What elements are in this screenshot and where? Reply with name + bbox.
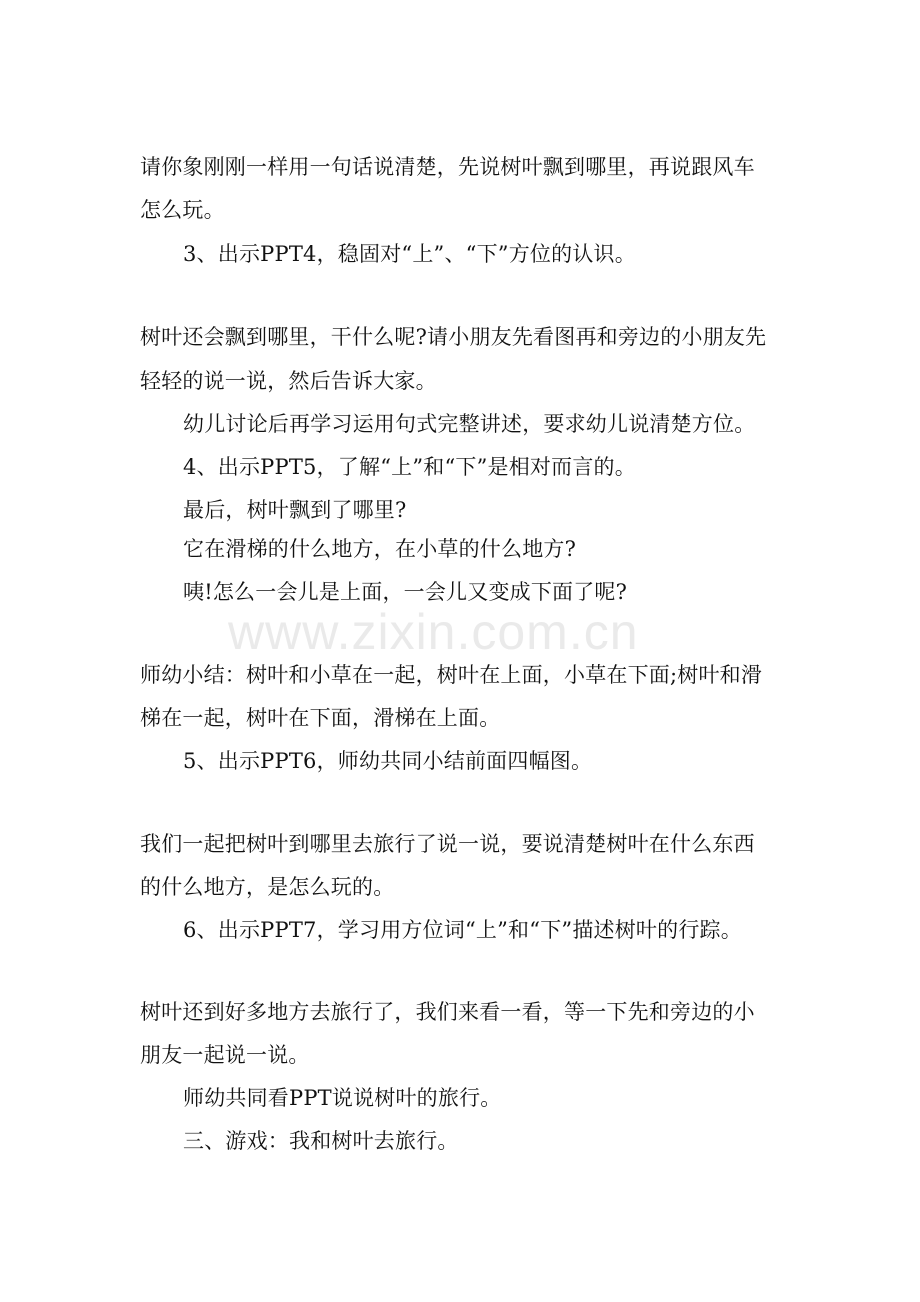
paragraph-line: 我们一起把树叶到哪里去旅行了说一说，要说清楚树叶在什么东西 <box>140 832 755 856</box>
paragraph-line: 幼儿讨论后再学习运用句式完整讲述，要求幼儿说清楚方位。 <box>183 412 756 436</box>
watermark: www.zixin.com.cn <box>228 604 639 660</box>
paragraph-line: 树叶还到好多地方去旅行了，我们来看一看，等一下先和旁边的小 <box>140 1000 755 1024</box>
paragraph-line: 梯在一起，树叶在下面，滑梯在上面。 <box>140 706 501 730</box>
section-heading: 三、游戏：我和树叶去旅行。 <box>183 1129 459 1153</box>
paragraph-line: 的什么地方，是怎么玩的。 <box>140 875 395 899</box>
paragraph-line: 最后，树叶飘到了哪里? <box>183 498 407 522</box>
paragraph-line: 轻轻的说一说，然后告诉大家。 <box>140 369 437 393</box>
step-line: 4、出示PPT5，了解“上”和“下”是相对而言的。 <box>183 455 636 479</box>
step-line: 5、出示PPT6，师幼共同小结前面四幅图。 <box>183 749 593 773</box>
paragraph-line: 请你象刚刚一样用一句话说清楚，先说树叶飘到哪里，再说跟风车 <box>140 155 755 179</box>
step-line: 3、出示PPT4，稳固对“上”、“下”方位的认识。 <box>183 242 636 266</box>
paragraph-line: 师幼共同看PPT说说树叶的旅行。 <box>183 1086 502 1110</box>
paragraph-line: 朋友一起说一说。 <box>140 1043 310 1067</box>
paragraph-line: 师幼小结：树叶和小草在一起，树叶在上面，小草在下面;树叶和滑 <box>140 663 763 687</box>
step-line: 6、出示PPT7，学习用方位词“上”和“下”描述树叶的行踪。 <box>183 918 742 942</box>
paragraph-line: 怎么玩。 <box>140 198 225 222</box>
paragraph-line: 它在滑梯的什么地方，在小草的什么地方? <box>183 537 577 561</box>
paragraph-line: 树叶还会飘到哪里，干什么呢?请小朋友先看图再和旁边的小朋友先 <box>140 325 767 349</box>
paragraph-line: 咦!怎么一会儿是上面，一会儿又变成下面了呢? <box>183 580 628 604</box>
